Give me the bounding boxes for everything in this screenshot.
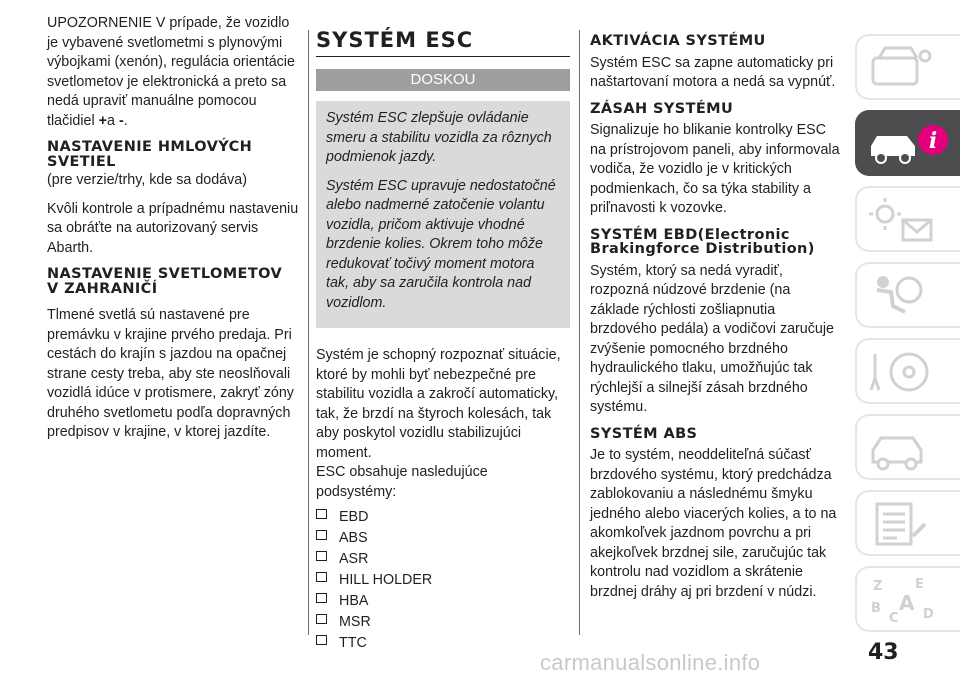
watermark: carmanualsonline.info xyxy=(540,650,761,675)
column-2 xyxy=(316,14,570,653)
fog-lights-note: (pre verzie/trhy, kde sa dodáva) xyxy=(47,172,247,188)
list-item: TTC xyxy=(316,632,570,653)
tab-car-info[interactable] xyxy=(855,110,960,176)
headlights-abroad-text: Tlmené svetlá sú nastavené pre premávku v krajine prvého predaja. Pri cestách do krajín s jazdou na opačnej strane cesty treba, aby ste neoslňovali vozidlá idúce v protismere, zakryť zóny druhého svetlometu podľa dopravných predpisov v krajine, v ktorej jazdíte. xyxy=(47,307,294,440)
warning-lights-icon xyxy=(867,196,937,244)
fog-lights-heading: NASTAVENIE HMLOVÝCH SVETIEL xyxy=(47,139,253,170)
bullet-box-icon xyxy=(316,509,327,519)
svg-text:Z: Z xyxy=(873,579,883,594)
svg-text:B: B xyxy=(871,601,881,616)
bullet-box-icon xyxy=(316,551,327,561)
list-item: HILL HOLDER xyxy=(316,569,570,590)
column-divider-1 xyxy=(308,30,309,635)
esc-note-box xyxy=(316,101,570,328)
tab-safety[interactable] xyxy=(855,262,960,328)
tab-maintenance[interactable] xyxy=(855,490,960,556)
esc-body-1: Systém je schopný rozpoznať situácie, ktoré by mohli byť nebezpečné pre stabilitu vozidla a zakročí automaticky, tak, že brzdí na štyroch kolesách, tak aby poskytol vozidlu stabilizujúci moment. xyxy=(316,347,561,461)
svg-text:E: E xyxy=(915,577,924,592)
ebd-heading: SYSTÉM EBD(Electronic Brakingforce Distribution) xyxy=(590,226,815,257)
esc-body-2: ESC obsahuje nasledujúce podsystémy: xyxy=(316,464,488,500)
activation-heading: AKTIVÁCIA SYSTÉMU xyxy=(590,33,766,49)
column-3 xyxy=(590,14,842,611)
esc-subheading-band: DOSKOU xyxy=(316,69,570,91)
svg-text:D: D xyxy=(923,607,934,622)
tab-emergency[interactable] xyxy=(855,414,960,480)
tab-dashboard[interactable] xyxy=(855,34,960,100)
svg-text:C: C xyxy=(889,611,899,626)
list-item: ABS xyxy=(316,527,570,548)
headlights-abroad-heading: NASTAVENIE SVETLOMETOV V ZAHRANIČÍ xyxy=(47,266,283,297)
bullet-box-icon xyxy=(316,635,327,645)
list-item: ASR xyxy=(316,548,570,569)
abs-heading: SYSTÉM ABS xyxy=(590,425,698,442)
intervention-heading: ZÁSAH SYSTÉMU xyxy=(590,100,734,117)
bullet-box-icon xyxy=(316,530,327,540)
list-item: EBD xyxy=(316,506,570,527)
tab-starting-driving[interactable] xyxy=(855,338,960,404)
tab-warning-lights[interactable] xyxy=(855,186,960,252)
bullet-box-icon xyxy=(316,572,327,582)
headlight-warning-text: UPOZORNENIE V prípade, že vozidlo je vybavené svetlometmi s plynovými výbojkami (xenón), regulácia orientácie svetlometov je elektronická a preto sa nedá upraviť manuálne pomocou tlačidiel +a -. xyxy=(47,15,295,129)
page-number: 43 xyxy=(868,640,899,665)
column-1 xyxy=(47,14,299,452)
dashboard-icon xyxy=(867,44,937,92)
checklist-icon xyxy=(867,500,937,548)
chapter-tabs xyxy=(855,34,960,642)
car-emergency-icon xyxy=(867,424,937,472)
list-item: MSR xyxy=(316,611,570,632)
esc-note-2: Systém ESC upravuje nedostatočné alebo nadmerné zatočenie volantu vozidla, pričom aktivuje vhodné brzdenie kolies. Okrem toho môže redukovať točivý moment motora tak, aby sa zaručila kontrola nad vozidlom. xyxy=(326,177,556,311)
airbag-icon xyxy=(867,272,937,320)
alphabetical-index-icon xyxy=(867,576,947,626)
ebd-text: Systém, ktorý sa nedá vyradiť, rozpozná núdzové brzdenie (na základe rýchlosti zošliapnutia brzdového pedála) a vodičovi zaručuje zvýšenie pomocného brzdného hydraulického tlaku, umožňujúc tak rýchlejší a silnejší zásah brzdného systému. xyxy=(590,262,834,415)
abs-text: Je to systém, neoddeliteľná súčasť brzdového systému, ktorý predchádza zablokovaniu a následnému šmyku jedného alebo viacerých kolies, a to na akomkoľvek jazdnom povrchu a pri akejkoľvek brzdnej sile, zaručujúc tak kontrolu nad vozidlom a skrátenie brzdnej dráhy aj pri brzdení v núdzi. xyxy=(590,447,837,600)
bullet-box-icon xyxy=(316,593,327,603)
esc-section-title: SYSTÉM ESC xyxy=(316,28,570,57)
activation-text: Systém ESC sa zapne automaticky pri naštartovaní motora a nedá sa vypnúť. xyxy=(590,54,836,90)
subsystem-list xyxy=(316,506,570,653)
tab-alphabetical-index[interactable] xyxy=(855,566,960,632)
steering-wheel-icon xyxy=(867,348,937,396)
column-divider-2 xyxy=(579,30,580,635)
svg-text:i: i xyxy=(928,128,938,154)
list-item: HBA xyxy=(316,590,570,611)
fog-lights-text: Kvôli kontrole a prípadnému nastaveniu sa obráťte na autorizovaný servis Abarth. xyxy=(47,200,299,256)
svg-text:A: A xyxy=(899,591,915,615)
intervention-text: Signalizuje ho blikanie kontrolky ESC na prístrojovom paneli, aby informovala vodiča, že vozidlo je v kritických podmienkach, čo sa týka stability a priľnavosti k vozovke. xyxy=(590,122,840,216)
esc-note-1: Systém ESC zlepšuje ovládanie smeru a stabilitu vozidla za rôznych podmienok jazdy. xyxy=(326,110,552,165)
bullet-box-icon xyxy=(316,614,327,624)
car-info-icon xyxy=(867,120,953,170)
